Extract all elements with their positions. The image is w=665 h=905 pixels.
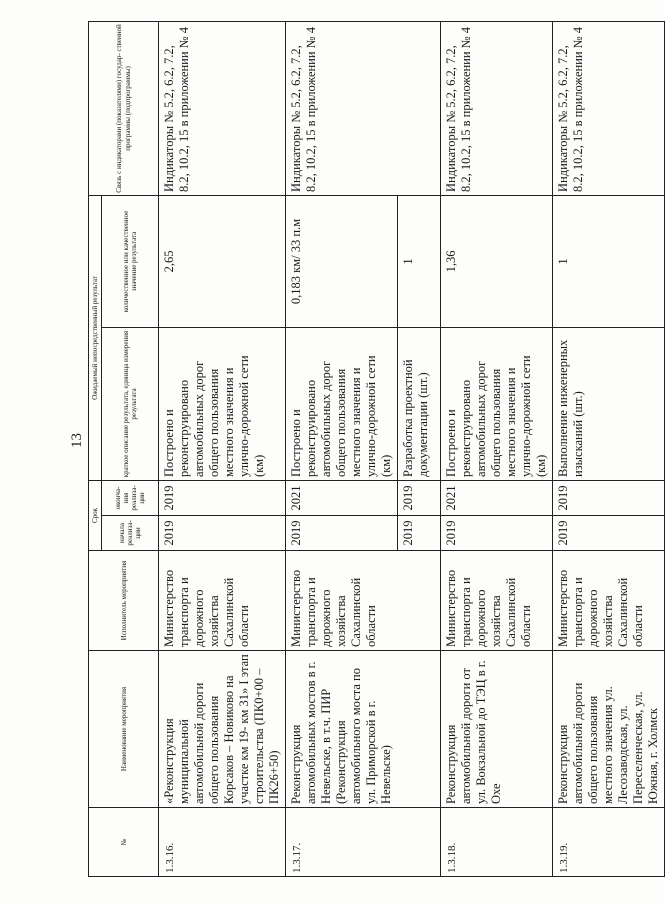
- end-year: 2019: [398, 480, 441, 515]
- rotated-page: [88, 22, 661, 877]
- end-year: 2021: [286, 480, 398, 515]
- header-expected: Ожидаемый непосредственный результат: [89, 195, 102, 480]
- header-term: Срок: [89, 480, 102, 550]
- header-name: Наименование мероприятия: [89, 651, 159, 808]
- header-row-1: [89, 21, 102, 876]
- indicator-link: Индикаторы № 5.2, 6.2, 7.2, 8.2, 10.2, 15 в приложении № 4: [286, 21, 441, 195]
- measure-name: Реконструкция автомобильной дороги общего пользования местного значения ул. Лесозаводская, ул. Переселенческая, ул. Южная, г. Холмск: [553, 651, 665, 808]
- header-executor: Исполнитель мероприятия: [89, 551, 159, 651]
- header-description: краткое описание результата, единица измерения результата: [102, 327, 159, 480]
- header-end: оконча- ния реализа- ции: [102, 480, 159, 515]
- header-value: количественное или качественное значение результата: [102, 195, 159, 327]
- row-number: 1.3.16.: [159, 808, 286, 877]
- table-stage: [88, 22, 661, 877]
- header-num: №: [89, 808, 159, 877]
- row-number: 1.3.17.: [286, 808, 441, 877]
- result-value: 1: [553, 195, 665, 327]
- result-description: Выполнение инженерных изысканий (шт.): [553, 327, 665, 480]
- measure-name: Реконструкция автомобильной дороги от ул. Вокзальной до ТЭЦ в г. Охе: [441, 651, 553, 808]
- result-value: 1: [398, 195, 441, 327]
- start-year: 2019: [441, 516, 553, 551]
- result-value: 1,36: [441, 195, 553, 327]
- executor: Министерство транспорта и дорожного хозяйства Сахалинской области: [159, 551, 286, 651]
- result-description: Построено и реконструировано автомобильных дорог общего пользования местного значения и улично-дорожной сети (км): [441, 327, 553, 480]
- row-number: 1.3.19.: [553, 808, 665, 877]
- executor: Министерство транспорта и дорожного хозяйства Сахалинской области: [553, 551, 665, 651]
- result-value: 2,65: [159, 195, 286, 327]
- start-year: 2019: [286, 516, 398, 551]
- header-link: Связь с индикаторами (показателями) государ- ственной программы (подпрограммы): [89, 21, 159, 195]
- start-year: 2019: [398, 516, 441, 551]
- indicator-link: Индикаторы № 5.2, 6.2, 7.2, 8.2, 10.2, 15 в приложении № 4: [553, 21, 665, 195]
- measure-name: «Реконструкция муниципальной автомобильной дороги общего пользования Корсаков – Новиково на участке км 19- км 31» I этап строительства (ПК0+00 – ПК26+50): [159, 651, 286, 808]
- end-year: 2021: [441, 480, 553, 515]
- start-year: 2019: [159, 516, 286, 551]
- header-start: начала реализа- ции: [102, 516, 159, 551]
- indicator-link: Индикаторы № 5.2, 6.2, 7.2, 8.2, 10.2, 15 в приложении № 4: [441, 21, 553, 195]
- table-row: [286, 21, 398, 876]
- result-description: Построено и реконструировано автомобильных дорог общего пользования местного значения и улично-дорожной сети (км): [286, 327, 398, 480]
- end-year: 2019: [553, 480, 665, 515]
- result-value: 0,183 км/ 33 п.м: [286, 195, 398, 327]
- row-number: 1.3.18.: [441, 808, 553, 877]
- indicator-link: Индикаторы № 5.2, 6.2, 7.2, 8.2, 10.2, 15 в приложении № 4: [159, 21, 286, 195]
- end-year: 2019: [159, 480, 286, 515]
- measures-table: [88, 21, 665, 877]
- executor: Министерство транспорта и дорожного хозяйства Сахалинской области: [441, 551, 553, 651]
- start-year: 2019: [553, 516, 665, 551]
- result-description: Построено и реконструировано автомобильных дорог общего пользования местного значения и улично-дорожной сети (км): [159, 327, 286, 480]
- table-row: [441, 21, 553, 876]
- table-row: [159, 21, 286, 876]
- table-row: [553, 21, 665, 876]
- page-number: 13: [69, 433, 85, 448]
- executor: Министерство транспорта и дорожного хозяйства Сахалинской области: [286, 551, 441, 651]
- measure-name: Реконструкция автомобильных мостов в г. Невельске, в т.ч. ПИР (Реконструкция автомобильного моста по ул. Приморской в г. Невельске): [286, 651, 441, 808]
- result-description: Разработка проектной документации (шт.): [398, 327, 441, 480]
